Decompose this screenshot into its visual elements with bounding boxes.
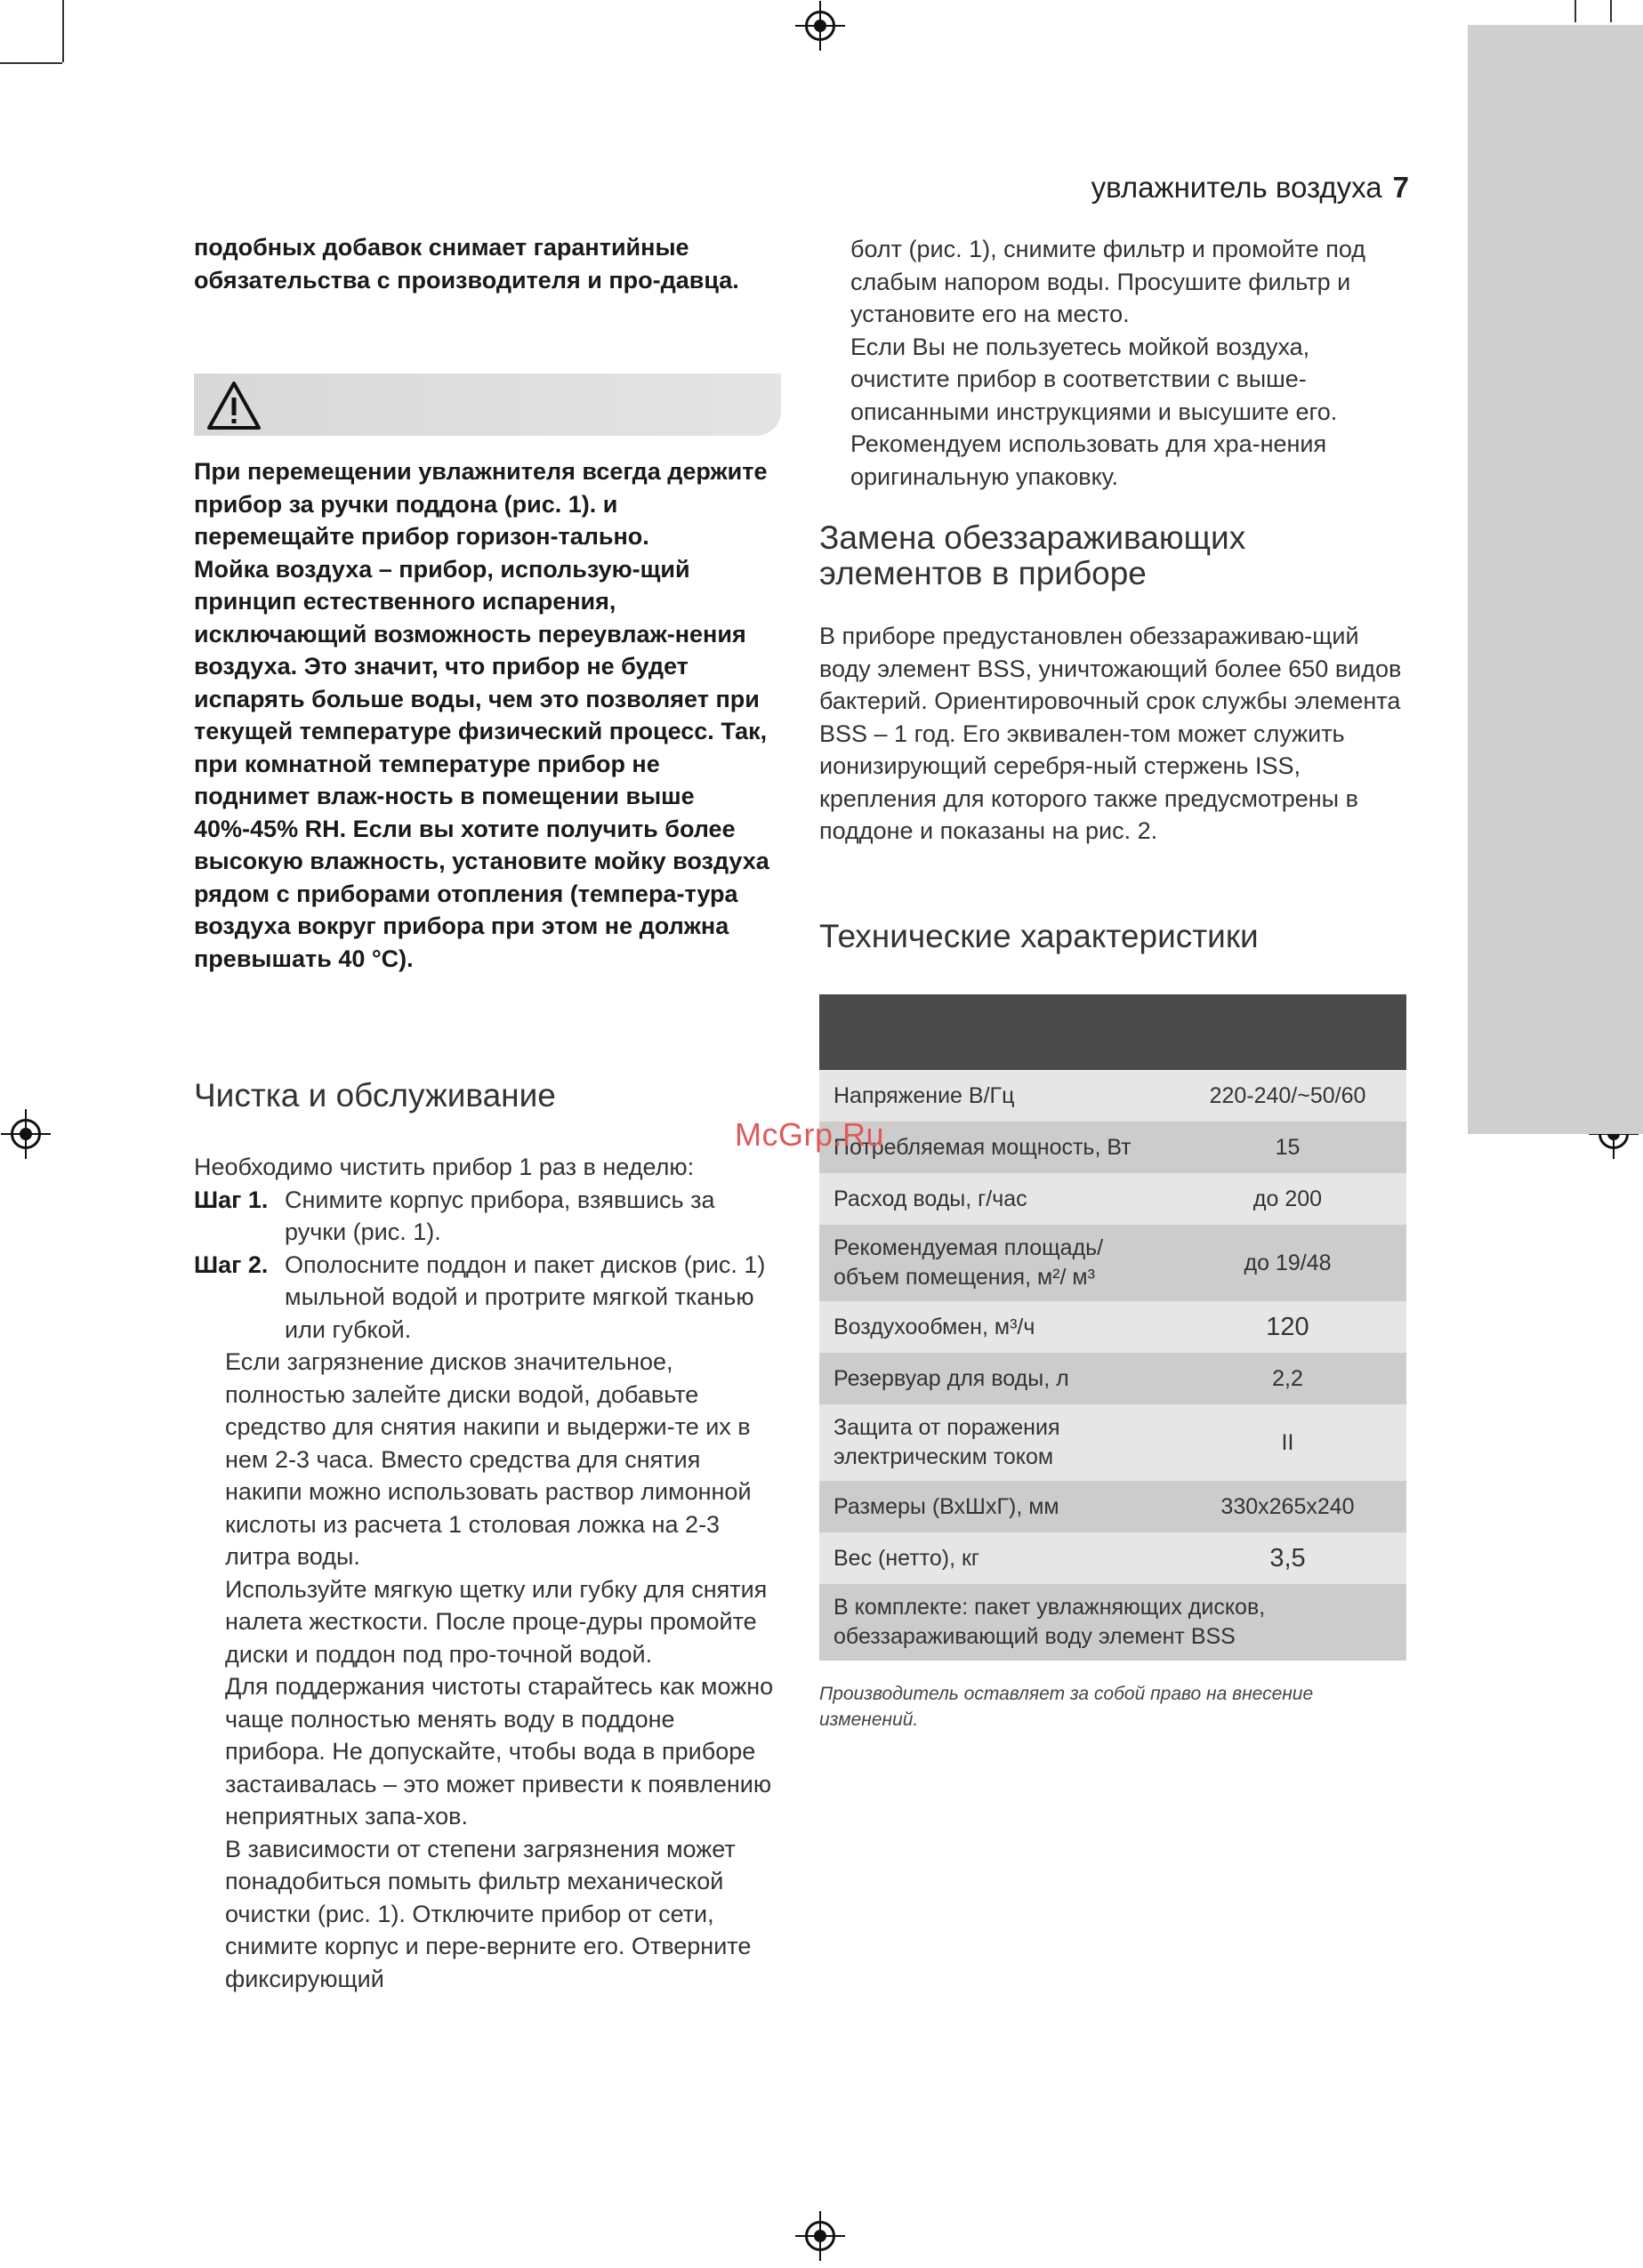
replace-title-line-2: элементов в приборе bbox=[819, 555, 1147, 591]
table-row bbox=[819, 1353, 1406, 1404]
replace-text: В приборе предустановлен обеззараживаю-щий воду элемент BSS, уничтожающий более 650 видов бактерий. Ориентировочный срок службы элемента BSS – 1 год. Его эквивален-том может служить ионизирующий серебря-ный стержень ISS, крепления для которого также предусмотрены в поддоне и показаны на рис. 2. bbox=[819, 623, 1402, 844]
side-tab bbox=[1468, 25, 1643, 1134]
spec-label: Расход воды, г/час bbox=[834, 1186, 1027, 1211]
spec-value: до 19/48 bbox=[1244, 1250, 1332, 1275]
crop-mark bbox=[1575, 0, 1576, 22]
warning-block bbox=[194, 455, 781, 975]
table-row bbox=[819, 1404, 1406, 1481]
step-1-text: Снимите корпус прибора, взявшись за ручки (рис. 1). bbox=[285, 1186, 715, 1245]
specs-table-header bbox=[819, 994, 1406, 1070]
table-row bbox=[819, 1225, 1406, 1301]
spec-label: Потребляемая мощность, Вт bbox=[834, 1134, 1132, 1160]
package-line-1: В комплекте: пакет увлажняющих дисков, bbox=[834, 1595, 1266, 1620]
cleaning-section bbox=[194, 1078, 781, 1995]
replace-title-line-1: Замена обеззараживающих bbox=[819, 519, 1246, 556]
step-2-text: Ополосните поддон и пакет дисков (рис. 1) мыльной водой и протрите мягкой тканью или губкой. bbox=[285, 1251, 766, 1343]
step-1 bbox=[194, 1184, 781, 1249]
package-line-2: обеззараживающий воду элемент BSS bbox=[834, 1624, 1236, 1649]
cleaning-intro: Необходимо чистить прибор 1 раз в неделю: bbox=[194, 1154, 695, 1180]
cleaning-title: Чистка и обслуживание bbox=[194, 1077, 556, 1114]
footnote: Производитель оставляет за собой право на внесение изменений. bbox=[819, 1684, 1314, 1730]
filter-cont-text: болт (рис. 1), снимите фильтр и промойте под слабым напором воды. Просушите фильтр и установите его на место. bbox=[850, 236, 1365, 327]
spec-value: 330x265x240 bbox=[1220, 1493, 1355, 1519]
spec-label-line-2: объем помещения, м²/ м³ bbox=[834, 1265, 1095, 1290]
spec-value: 15 bbox=[1275, 1134, 1301, 1160]
crop-mark bbox=[0, 62, 62, 64]
table-row bbox=[819, 1584, 1406, 1661]
replace-section bbox=[819, 520, 1406, 848]
cleaning-para-2: Используйте мягкую щетку или губку для снятия налета жесткости. После проце-дуры промойте диски и поддон под про-точной водой. bbox=[225, 1575, 768, 1668]
table-row bbox=[819, 1173, 1406, 1225]
warning-text-move: При перемещении увлажнителя всегда держите прибор за ручки поддона (рис. 1). и перемещайте прибор горизон-тально. bbox=[194, 458, 768, 550]
page-number: 7 bbox=[1392, 171, 1409, 204]
spec-label-line-1: Защита от поражения bbox=[834, 1415, 1060, 1440]
warning-text-humidity: Мойка воздуха – прибор, использую-щий принцип естественного испарения, исключающий возможность переувлаж-нения воздуха. Это значит, что прибор не будет испарять больше воды, чем это позволяет при текущей температуре физический процесс. Так, при комнатной температуре прибор не поднимет влаж-ность в помещении выше 40%-45% RH. Если вы хотите получить более высокую влажность, установите мойку воздуха рядом с приборами отопления (темпера-тура воздуха вокруг прибора при этом не должна превышать 40 °C). bbox=[194, 555, 769, 972]
spec-value: 120 bbox=[1266, 1312, 1309, 1341]
watermark: McGrp.Ru bbox=[735, 1116, 885, 1153]
spec-value: II bbox=[1281, 1429, 1294, 1455]
spec-label-line-1: Рекомендуемая площадь/ bbox=[834, 1235, 1104, 1260]
spec-label: Напряжение В/Гц bbox=[834, 1082, 1015, 1108]
step-2 bbox=[194, 1249, 781, 1347]
crop-mark bbox=[62, 0, 64, 62]
spec-label-line-2: электрическим током bbox=[834, 1444, 1054, 1469]
intro-block bbox=[194, 231, 781, 296]
spec-label: Размеры (ВхШхГ), мм bbox=[834, 1493, 1059, 1519]
crop-mark bbox=[1610, 0, 1612, 22]
table-row bbox=[819, 1481, 1406, 1532]
registration-mark-left bbox=[11, 1119, 41, 1149]
spec-label: Вес (нетто), кг bbox=[834, 1545, 980, 1571]
storage-text: Если Вы не пользуетесь мойкой воздуха, очистите прибор в соответствии с выше-описанными инструкциями и высушите его. Рекомендуем использовать для хра-нения оригинальную упаковку. bbox=[850, 333, 1338, 490]
spec-label: Воздухообмен, м³/ч bbox=[834, 1314, 1035, 1339]
spec-label bbox=[819, 1404, 1169, 1481]
package-contents bbox=[819, 1584, 1406, 1661]
table-row bbox=[819, 1532, 1406, 1584]
filter-continued bbox=[819, 233, 1406, 493]
warning-icon bbox=[206, 381, 262, 430]
step-1-label: Шаг 1. bbox=[194, 1186, 269, 1213]
spec-value: 2,2 bbox=[1272, 1365, 1303, 1391]
table-row bbox=[819, 1070, 1406, 1122]
registration-mark-bottom bbox=[805, 2221, 835, 2251]
specs-section bbox=[819, 919, 1406, 954]
warning-bar bbox=[194, 374, 781, 436]
cleaning-para-1: Если загрязнение дисков значительное, полностью залейте диски водой, добавьте средство для снятия накипи и выдержи-те их в нем 2-3 часа. Вместо средства для снятия накипи можно использовать раствор лимонной кислоты из расчета 1 столовая ложка на 2-3 литра воды. bbox=[225, 1348, 752, 1570]
spec-value: до 200 bbox=[1252, 1186, 1323, 1211]
table-row bbox=[819, 1122, 1406, 1173]
intro-text: подобных добавок снимает гарантийные обязательства с производителя и про-давца. bbox=[194, 234, 739, 294]
spec-label: Резервуар для воды, л bbox=[834, 1365, 1069, 1391]
header-title: увлажнитель воздуха bbox=[1091, 171, 1382, 204]
step-2-label: Шаг 2. bbox=[194, 1251, 269, 1278]
cleaning-para-3: Для поддержания чистоты старайтесь как можно чаще полностью менять воду в поддоне прибора. Не допускайте, чтобы вода в приборе застаивалась – это может привести к появлению неприятных запа-хов. bbox=[225, 1673, 774, 1830]
page-header bbox=[1091, 171, 1409, 205]
specs-table bbox=[819, 994, 1406, 1661]
spec-value: 220-240/~50/60 bbox=[1209, 1082, 1366, 1108]
table-row bbox=[819, 1301, 1406, 1353]
spec-label bbox=[819, 1225, 1169, 1301]
spec-value: 3,5 bbox=[1269, 1543, 1306, 1572]
registration-mark-top bbox=[805, 11, 835, 41]
cleaning-para-4: В зависимости от степени загрязнения может понадобиться помыть фильтр механической очистки (рис. 1). Отключите прибор от сети, снимите корпус и пере-верните его. Отверните фиксирующий bbox=[225, 1835, 752, 1992]
specs-title: Технические характеристики bbox=[819, 918, 1259, 954]
